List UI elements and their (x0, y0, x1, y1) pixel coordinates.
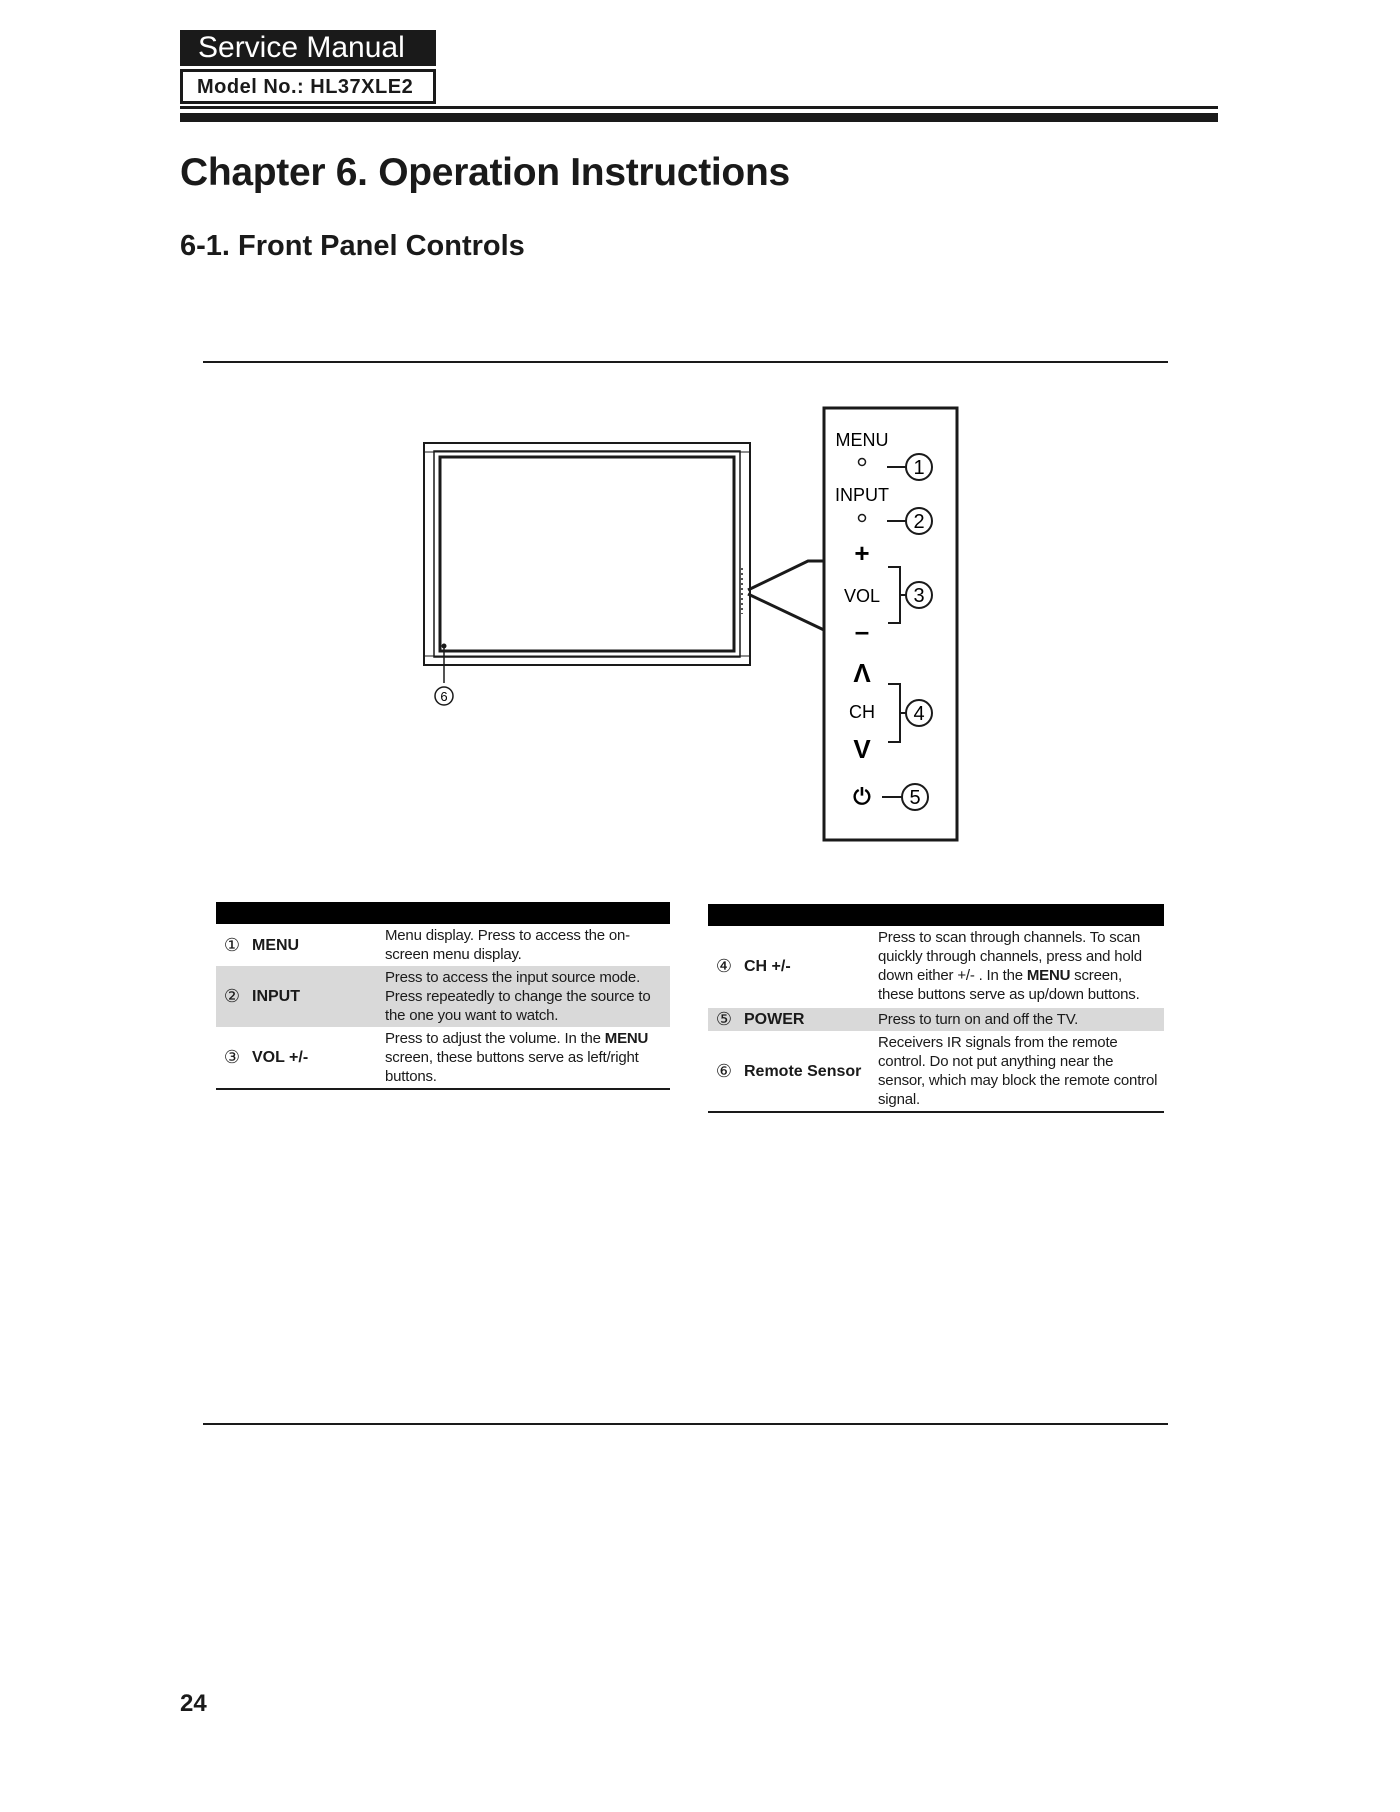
control-description: Press to turn on and off the TV. (874, 1007, 1164, 1031)
menu-button-dot (859, 459, 866, 466)
header-rule-thick (180, 113, 1218, 122)
callout-2: 2 (913, 511, 925, 533)
row-number: ⑤ (708, 1007, 740, 1031)
divider-bottom (203, 1423, 1168, 1425)
input-label: INPUT (835, 485, 889, 505)
control-name: CH +/- (744, 957, 791, 975)
controls-table-right (708, 904, 1164, 1113)
table-row (708, 926, 1164, 1007)
table-row (216, 924, 670, 966)
menu-label: MENU (835, 430, 889, 450)
control-name: VOL +/- (248, 1027, 381, 1089)
divider-top (203, 361, 1168, 363)
table-header-bar (708, 904, 1164, 926)
callout-1: 1 (913, 457, 925, 479)
callout-5: 5 (909, 787, 921, 809)
header-rule-thin (180, 106, 1218, 109)
control-name: POWER (740, 1007, 874, 1031)
ch-up-label: Λ (853, 658, 871, 688)
ch-down-label: V (853, 734, 871, 764)
callout-6: 6 (440, 689, 448, 704)
control-description: Menu display. Press to access the on-screen menu display. (385, 927, 630, 963)
section-title: 6-1. Front Panel Controls (180, 230, 525, 262)
row-number: ② (216, 966, 248, 1027)
model-number: Model No.: HL37XLE2 (180, 69, 436, 104)
control-description: Press to access the input source mode. Press repeatedly to change the source to the one you want to watch. (381, 966, 670, 1027)
row-number: ③ (216, 1027, 248, 1089)
vol-label: VOL (843, 586, 881, 606)
vol-minus-label: – (854, 616, 870, 646)
front-panel-diagram (400, 400, 980, 860)
callout-3: 3 (913, 585, 925, 607)
row-number: ⑥ (708, 1031, 740, 1112)
control-name: MENU (252, 936, 300, 954)
tv-illustration (424, 443, 824, 705)
control-name: Remote Sensor (740, 1031, 874, 1112)
vol-plus-label: + (854, 538, 870, 568)
control-description: Press to scan through channels. To scan quickly through channels, press and hold down either +/- . In the MENU screen, these buttons serve as up/down buttons. (878, 929, 1142, 1003)
table-row (216, 966, 670, 1027)
input-button-dot (859, 515, 866, 522)
chapter-title: Chapter 6. Operation Instructions (180, 151, 790, 194)
control-description: Receivers IR signals from the remote control. Do not put anything near the sensor, which may block the remote control signal. (874, 1031, 1164, 1112)
ch-label: CH (849, 702, 875, 722)
table-row (708, 1031, 1164, 1112)
row-number: ④ (715, 955, 733, 976)
power-icon: ⏻ (853, 784, 871, 809)
controls-table-left (216, 902, 670, 1090)
row-number: ① (223, 934, 241, 955)
control-description: Press to adjust the volume. In the MENU screen, these buttons serve as left/right buttons. (381, 1027, 670, 1089)
table-header-bar (216, 902, 670, 924)
table-row (708, 1007, 1164, 1031)
page-number: 24 (180, 1690, 207, 1717)
callout-4: 4 (913, 703, 925, 725)
control-name: INPUT (248, 966, 381, 1027)
service-manual-title: Service Manual (180, 30, 436, 66)
control-panel-closeup (824, 408, 957, 840)
table-row (216, 1027, 670, 1089)
